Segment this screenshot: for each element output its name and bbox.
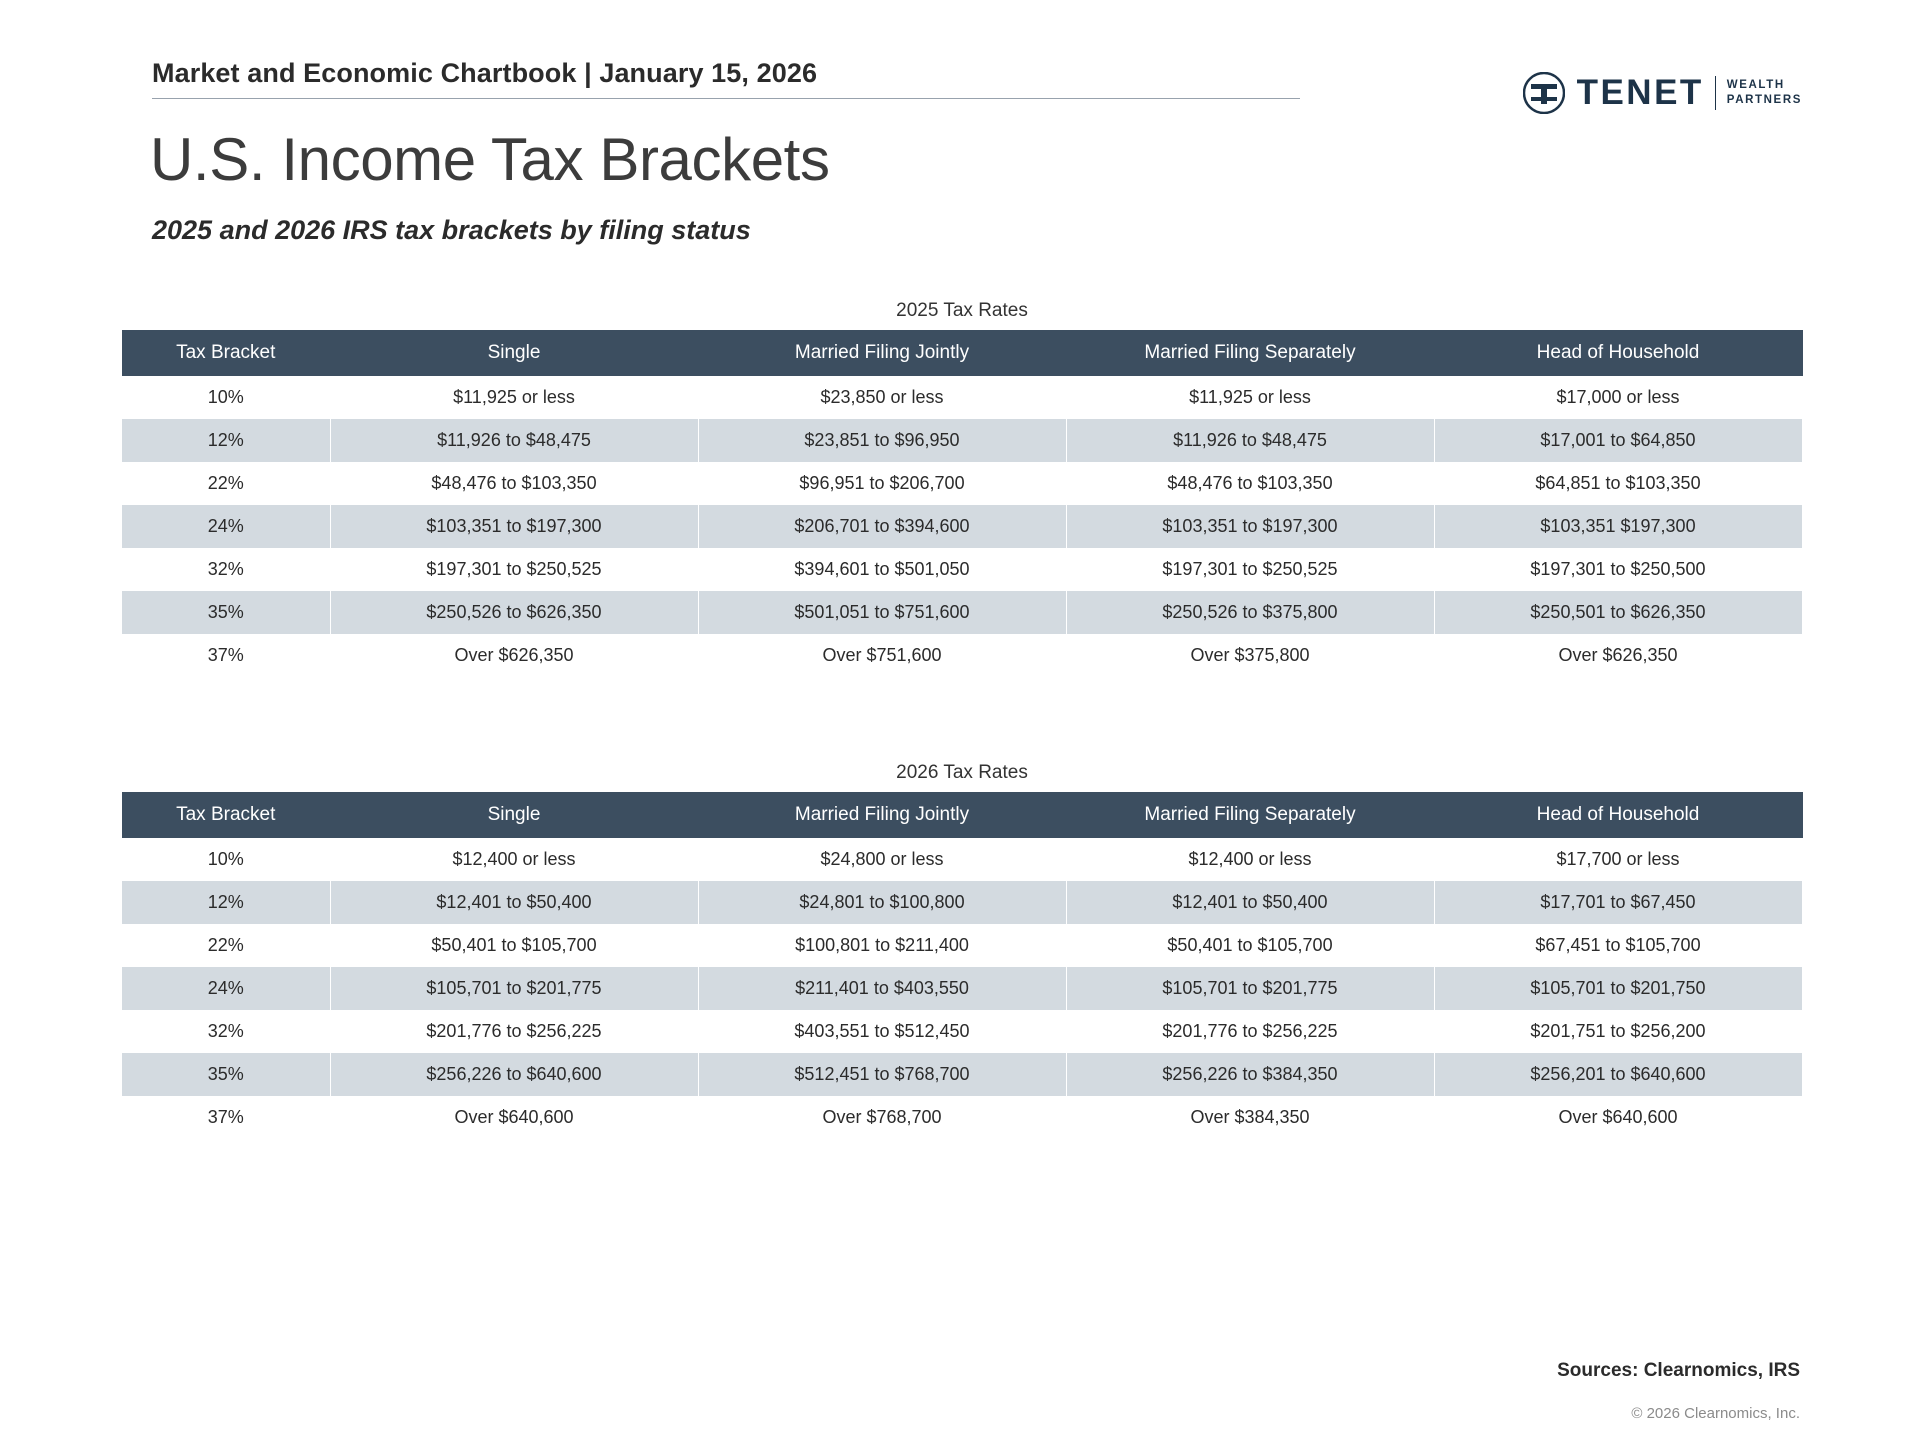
column-header-tax-bracket: Tax Bracket	[122, 330, 330, 376]
cell-bracket: 10%	[122, 376, 330, 419]
cell-head-of-household: $105,701 to $201,750	[1434, 967, 1802, 1010]
column-header-married-separately: Married Filing Separately	[1066, 792, 1434, 838]
table-header-row	[122, 330, 1802, 376]
cell-married-jointly: $394,601 to $501,050	[698, 548, 1066, 591]
cell-head-of-household: $201,751 to $256,200	[1434, 1010, 1802, 1053]
cell-bracket: 22%	[122, 462, 330, 505]
logo-sub-line2: PARTNERS	[1726, 94, 1802, 106]
cell-head-of-household: $17,000 or less	[1434, 376, 1802, 419]
table-row	[122, 462, 1802, 505]
cell-married-separately: $11,926 to $48,475	[1066, 419, 1434, 462]
cell-single: $50,401 to $105,700	[330, 924, 698, 967]
cell-bracket: 32%	[122, 1010, 330, 1053]
cell-head-of-household: Over $626,350	[1434, 634, 1802, 677]
page-title: U.S. Income Tax Brackets	[150, 126, 830, 193]
table-row	[122, 838, 1802, 881]
cell-married-separately: $256,226 to $384,350	[1066, 1053, 1434, 1096]
cell-married-jointly: $206,701 to $394,600	[698, 505, 1066, 548]
cell-head-of-household: $256,201 to $640,600	[1434, 1053, 1802, 1096]
cell-head-of-household: $17,701 to $67,450	[1434, 881, 1802, 924]
cell-married-jointly: Over $768,700	[698, 1096, 1066, 1139]
cell-head-of-household: $197,301 to $250,500	[1434, 548, 1802, 591]
column-header-single: Single	[330, 792, 698, 838]
cell-married-separately: $48,476 to $103,350	[1066, 462, 1434, 505]
column-header-single: Single	[330, 330, 698, 376]
cell-head-of-household: Over $640,600	[1434, 1096, 1802, 1139]
logo-sub-line1: WEALTH	[1726, 79, 1785, 91]
cell-bracket: 35%	[122, 1053, 330, 1096]
cell-single: $201,776 to $256,225	[330, 1010, 698, 1053]
cell-bracket: 24%	[122, 505, 330, 548]
cell-single: $48,476 to $103,350	[330, 462, 698, 505]
cell-married-jointly: $23,851 to $96,950	[698, 419, 1066, 462]
cell-married-separately: $11,925 or less	[1066, 376, 1434, 419]
cell-married-separately: $201,776 to $256,225	[1066, 1010, 1434, 1053]
table-row	[122, 1053, 1802, 1096]
table-2026	[122, 762, 1802, 1139]
logo-wordmark	[1577, 73, 1802, 113]
cell-married-jointly: $501,051 to $751,600	[698, 591, 1066, 634]
cell-bracket: 37%	[122, 1096, 330, 1139]
table-2025	[122, 300, 1802, 677]
column-header-married-jointly: Married Filing Jointly	[698, 792, 1066, 838]
cell-single: $256,226 to $640,600	[330, 1053, 698, 1096]
page-subtitle: 2025 and 2026 IRS tax brackets by filing status	[152, 215, 751, 245]
cell-head-of-household: $103,351 $197,300	[1434, 505, 1802, 548]
cell-bracket: 12%	[122, 419, 330, 462]
cell-married-separately: $12,401 to $50,400	[1066, 881, 1434, 924]
table-row	[122, 591, 1802, 634]
cell-single: $11,925 or less	[330, 376, 698, 419]
table-header-row	[122, 792, 1802, 838]
page-header	[152, 58, 1312, 99]
cell-married-jointly: $23,850 or less	[698, 376, 1066, 419]
cell-single: $103,351 to $197,300	[330, 505, 698, 548]
cell-bracket: 37%	[122, 634, 330, 677]
cell-single: Over $640,600	[330, 1096, 698, 1139]
table-row	[122, 881, 1802, 924]
cell-head-of-household: $64,851 to $103,350	[1434, 462, 1802, 505]
cell-bracket: 12%	[122, 881, 330, 924]
tax-table-2026	[122, 792, 1803, 1139]
column-header-head-of-household: Head of Household	[1434, 330, 1802, 376]
breadcrumb: Market and Economic Chartbook | January 15, 2026	[152, 58, 818, 88]
table-row	[122, 505, 1802, 548]
table-row	[122, 924, 1802, 967]
cell-single: $12,400 or less	[330, 838, 698, 881]
copyright-note: © 2026 Clearnomics, Inc.	[1631, 1405, 1800, 1422]
cell-married-jointly: $24,800 or less	[698, 838, 1066, 881]
table-row	[122, 376, 1802, 419]
table-row	[122, 1010, 1802, 1053]
cell-married-jointly: $96,951 to $206,700	[698, 462, 1066, 505]
table-caption-2026: 2026 Tax Rates	[896, 762, 1028, 783]
cell-bracket: 32%	[122, 548, 330, 591]
cell-head-of-household: $17,700 or less	[1434, 838, 1802, 881]
table-row	[122, 548, 1802, 591]
column-header-head-of-household: Head of Household	[1434, 792, 1802, 838]
table-row	[122, 634, 1802, 677]
cell-single: $11,926 to $48,475	[330, 419, 698, 462]
cell-single: $250,526 to $626,350	[330, 591, 698, 634]
cell-single: $197,301 to $250,525	[330, 548, 698, 591]
cell-married-jointly: $100,801 to $211,400	[698, 924, 1066, 967]
cell-married-separately: $50,401 to $105,700	[1066, 924, 1434, 967]
cell-married-jointly: $24,801 to $100,800	[698, 881, 1066, 924]
cell-bracket: 22%	[122, 924, 330, 967]
cell-bracket: 24%	[122, 967, 330, 1010]
cell-married-separately: $12,400 or less	[1066, 838, 1434, 881]
cell-married-separately: Over $384,350	[1066, 1096, 1434, 1139]
logo-name: TENET	[1576, 73, 1704, 112]
cell-married-jointly: $403,551 to $512,450	[698, 1010, 1066, 1053]
cell-married-separately: $105,701 to $201,775	[1066, 967, 1434, 1010]
cell-single: Over $626,350	[330, 634, 698, 677]
cell-head-of-household: $250,501 to $626,350	[1434, 591, 1802, 634]
table-row	[122, 1096, 1802, 1139]
column-header-tax-bracket: Tax Bracket	[122, 792, 330, 838]
cell-married-jointly: $211,401 to $403,550	[698, 967, 1066, 1010]
cell-married-separately: $250,526 to $375,800	[1066, 591, 1434, 634]
column-header-married-jointly: Married Filing Jointly	[698, 330, 1066, 376]
cell-head-of-household: $67,451 to $105,700	[1434, 924, 1802, 967]
cell-married-separately: Over $375,800	[1066, 634, 1434, 677]
cell-single: $12,401 to $50,400	[330, 881, 698, 924]
table-caption-2025: 2025 Tax Rates	[896, 300, 1028, 321]
cell-bracket: 10%	[122, 838, 330, 881]
cell-married-jointly: Over $751,600	[698, 634, 1066, 677]
table-row	[122, 967, 1802, 1010]
cell-single: $105,701 to $201,775	[330, 967, 698, 1010]
header-divider	[152, 98, 1300, 99]
logo-divider	[1715, 76, 1716, 110]
cell-bracket: 35%	[122, 591, 330, 634]
sources-note: Sources: Clearnomics, IRS	[1557, 1360, 1800, 1381]
tenet-shield-icon	[1523, 72, 1565, 114]
cell-married-separately: $197,301 to $250,525	[1066, 548, 1434, 591]
cell-head-of-household: $17,001 to $64,850	[1434, 419, 1802, 462]
table-row	[122, 419, 1802, 462]
cell-married-jointly: $512,451 to $768,700	[698, 1053, 1066, 1096]
tax-table-2025	[122, 330, 1803, 677]
column-header-married-separately: Married Filing Separately	[1066, 330, 1434, 376]
brand-logo	[1523, 72, 1802, 114]
cell-married-separately: $103,351 to $197,300	[1066, 505, 1434, 548]
